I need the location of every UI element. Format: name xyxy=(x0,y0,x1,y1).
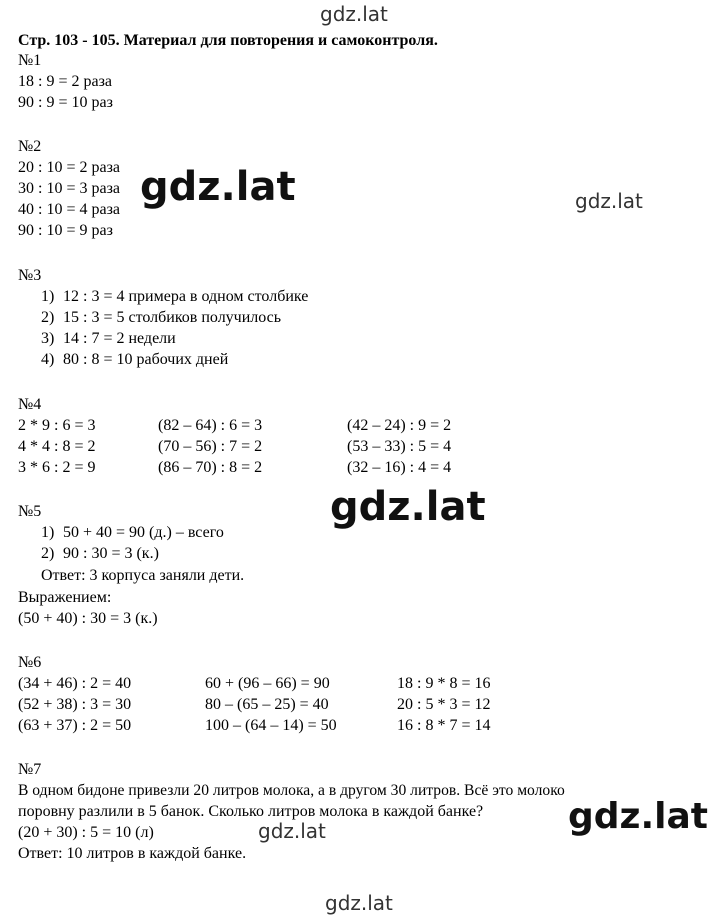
task-5-item: 50 + 40 = 90 (д.) – всего xyxy=(63,524,224,541)
task-3-num: 1) xyxy=(41,288,55,305)
task-4-expr: (42 – 24) : 9 = 2 xyxy=(347,417,452,434)
task-7-expr: (20 + 30) : 5 = 10 (л) xyxy=(18,824,154,841)
task-5-answer: Ответ: 3 корпуса заняли дети. xyxy=(41,567,245,584)
task-6-expr: 60 + (96 – 66) = 90 xyxy=(205,675,330,692)
task-6-expr: 20 : 5 * 3 = 12 xyxy=(397,696,491,713)
watermark: gdz.lat xyxy=(575,189,643,213)
task-3-num: 4) xyxy=(41,351,55,368)
task-4-expr: 4 * 4 : 8 = 2 xyxy=(18,438,96,455)
task-5-num: 2) xyxy=(41,545,55,562)
watermark: gdz.lat xyxy=(330,484,486,530)
task-5-num: 1) xyxy=(41,524,55,541)
task-7-answer: Ответ: 10 литров в каждой банке. xyxy=(18,845,247,862)
task-2-line: 90 : 10 = 9 раз xyxy=(18,222,113,239)
task-2-line: 40 : 10 = 4 раза xyxy=(18,201,120,218)
task-7-label: №7 xyxy=(18,761,42,778)
task-4-expr: (32 – 16) : 4 = 4 xyxy=(347,459,452,476)
task-2-line: 20 : 10 = 2 раза xyxy=(18,159,120,176)
watermark: gdz.lat xyxy=(325,891,393,915)
watermark: gdz.lat xyxy=(140,164,296,210)
task-3-item: 14 : 7 = 2 недели xyxy=(63,330,176,347)
task-3-num: 3) xyxy=(41,330,55,347)
task-7-text: В одном бидоне привезли 20 литров молока, а в другом 30 литров. Всё это молоко xyxy=(18,782,565,799)
task-1-line: 18 : 9 = 2 раза xyxy=(18,73,112,90)
task-4-expr: (70 – 56) : 7 = 2 xyxy=(158,438,263,455)
task-5-expr: (50 + 40) : 30 = 3 (к.) xyxy=(18,610,158,627)
task-1-line: 90 : 9 = 10 раз xyxy=(18,94,113,111)
task-6-expr: (52 + 38) : 3 = 30 xyxy=(18,696,132,713)
task-2-line: 30 : 10 = 3 раза xyxy=(18,180,120,197)
task-3-num: 2) xyxy=(41,309,55,326)
task-6-expr: (34 + 46) : 2 = 40 xyxy=(18,675,132,692)
watermark: gdz.lat xyxy=(320,2,388,26)
task-1-label: №1 xyxy=(18,52,42,69)
watermark: gdz.lat xyxy=(258,819,326,843)
task-6-expr: 80 – (65 – 25) = 40 xyxy=(205,696,329,713)
task-4-label: №4 xyxy=(18,396,42,413)
task-6-label: №6 xyxy=(18,654,42,671)
page-title: Стр. 103 - 105. Материал для повторения и самоконтроля. xyxy=(18,32,438,49)
task-4-expr: (86 – 70) : 8 = 2 xyxy=(158,459,263,476)
task-5-item: 90 : 30 = 3 (к.) xyxy=(63,545,159,562)
task-3-item: 15 : 3 = 5 столбиков получилось xyxy=(63,309,282,326)
task-3-label: №3 xyxy=(18,267,42,284)
task-3-item: 80 : 8 = 10 рабочих дней xyxy=(63,351,229,368)
task-6-expr: 100 – (64 – 14) = 50 xyxy=(205,717,337,734)
task-3-item: 12 : 3 = 4 примера в одном столбике xyxy=(63,288,309,305)
task-4-expr: 2 * 9 : 6 = 3 xyxy=(18,417,96,434)
task-6-expr: (63 + 37) : 2 = 50 xyxy=(18,717,132,734)
task-5-label: №5 xyxy=(18,503,42,520)
task-6-expr: 18 : 9 * 8 = 16 xyxy=(397,675,491,692)
task-7-text: поровну разлили в 5 банок. Сколько литров молока в каждой банке? xyxy=(18,803,484,820)
watermark: gdz.lat xyxy=(568,796,709,837)
task-4-expr: 3 * 6 : 2 = 9 xyxy=(18,459,96,476)
task-5-expr-label: Выражением: xyxy=(18,589,112,606)
task-4-expr: (53 – 33) : 5 = 4 xyxy=(347,438,452,455)
task-4-expr: (82 – 64) : 6 = 3 xyxy=(158,417,263,434)
task-2-label: №2 xyxy=(18,138,42,155)
task-6-expr: 16 : 8 * 7 = 14 xyxy=(397,717,491,734)
